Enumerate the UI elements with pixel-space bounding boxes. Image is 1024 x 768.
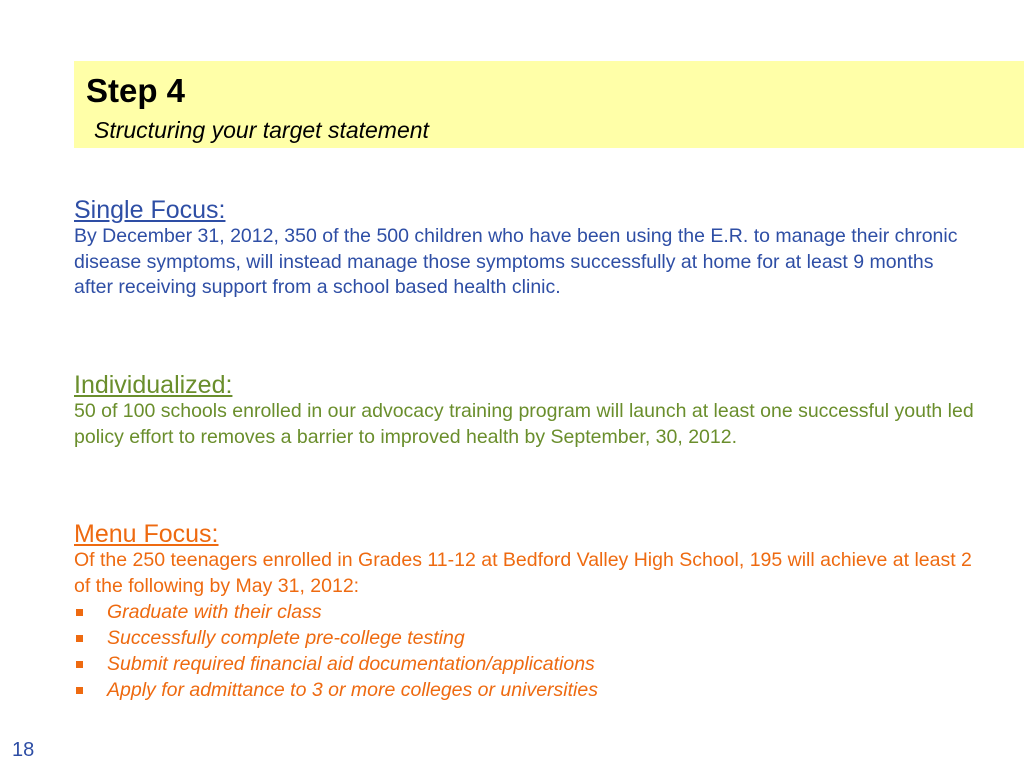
list-item <box>74 625 974 651</box>
section-heading-menu-focus: Menu Focus: <box>74 520 219 548</box>
section-single-focus <box>74 196 974 301</box>
slide-title: Step 4 <box>86 72 186 109</box>
square-bullet-icon <box>76 687 83 694</box>
list-item-text: Successfully complete pre-college testing <box>107 627 465 649</box>
square-bullet-icon <box>76 635 83 642</box>
section-body-single-focus: By December 31, 2012, 350 of the 500 children who have been using the E.R. to manage their chronic disease symptoms, will instead manage those symptoms successfully at home for at least 9 months after receiving support from a school based health clinic. <box>74 225 958 298</box>
section-individualized <box>74 371 974 450</box>
square-bullet-icon <box>76 609 83 616</box>
section-menu-focus <box>74 520 974 703</box>
square-bullet-icon <box>76 661 83 668</box>
slide-subtitle: Structuring your target statement <box>94 117 429 143</box>
list-item <box>74 677 974 703</box>
menu-focus-bullet-list <box>74 599 974 703</box>
section-body-menu-focus: Of the 250 teenagers enrolled in Grades 11-12 at Bedford Valley High School, 195 will achieve at least 2 of the following by May 31, 2012: <box>74 549 972 597</box>
list-item <box>74 599 974 625</box>
section-body-individualized: 50 of 100 schools enrolled in our advocacy training program will launch at least one successful youth led policy effort to removes a barrier to improved health by September, 30, 2012. <box>74 400 974 448</box>
list-item <box>74 651 974 677</box>
list-item-text: Apply for admittance to 3 or more colleges or universities <box>107 679 598 701</box>
list-item-text: Graduate with their class <box>107 601 322 623</box>
page-number: 18 <box>12 739 35 761</box>
section-heading-individualized: Individualized: <box>74 371 233 399</box>
list-item-text: Submit required financial aid documentation/applications <box>107 653 595 675</box>
title-box <box>74 61 1024 148</box>
section-heading-single-focus: Single Focus: <box>74 196 226 224</box>
